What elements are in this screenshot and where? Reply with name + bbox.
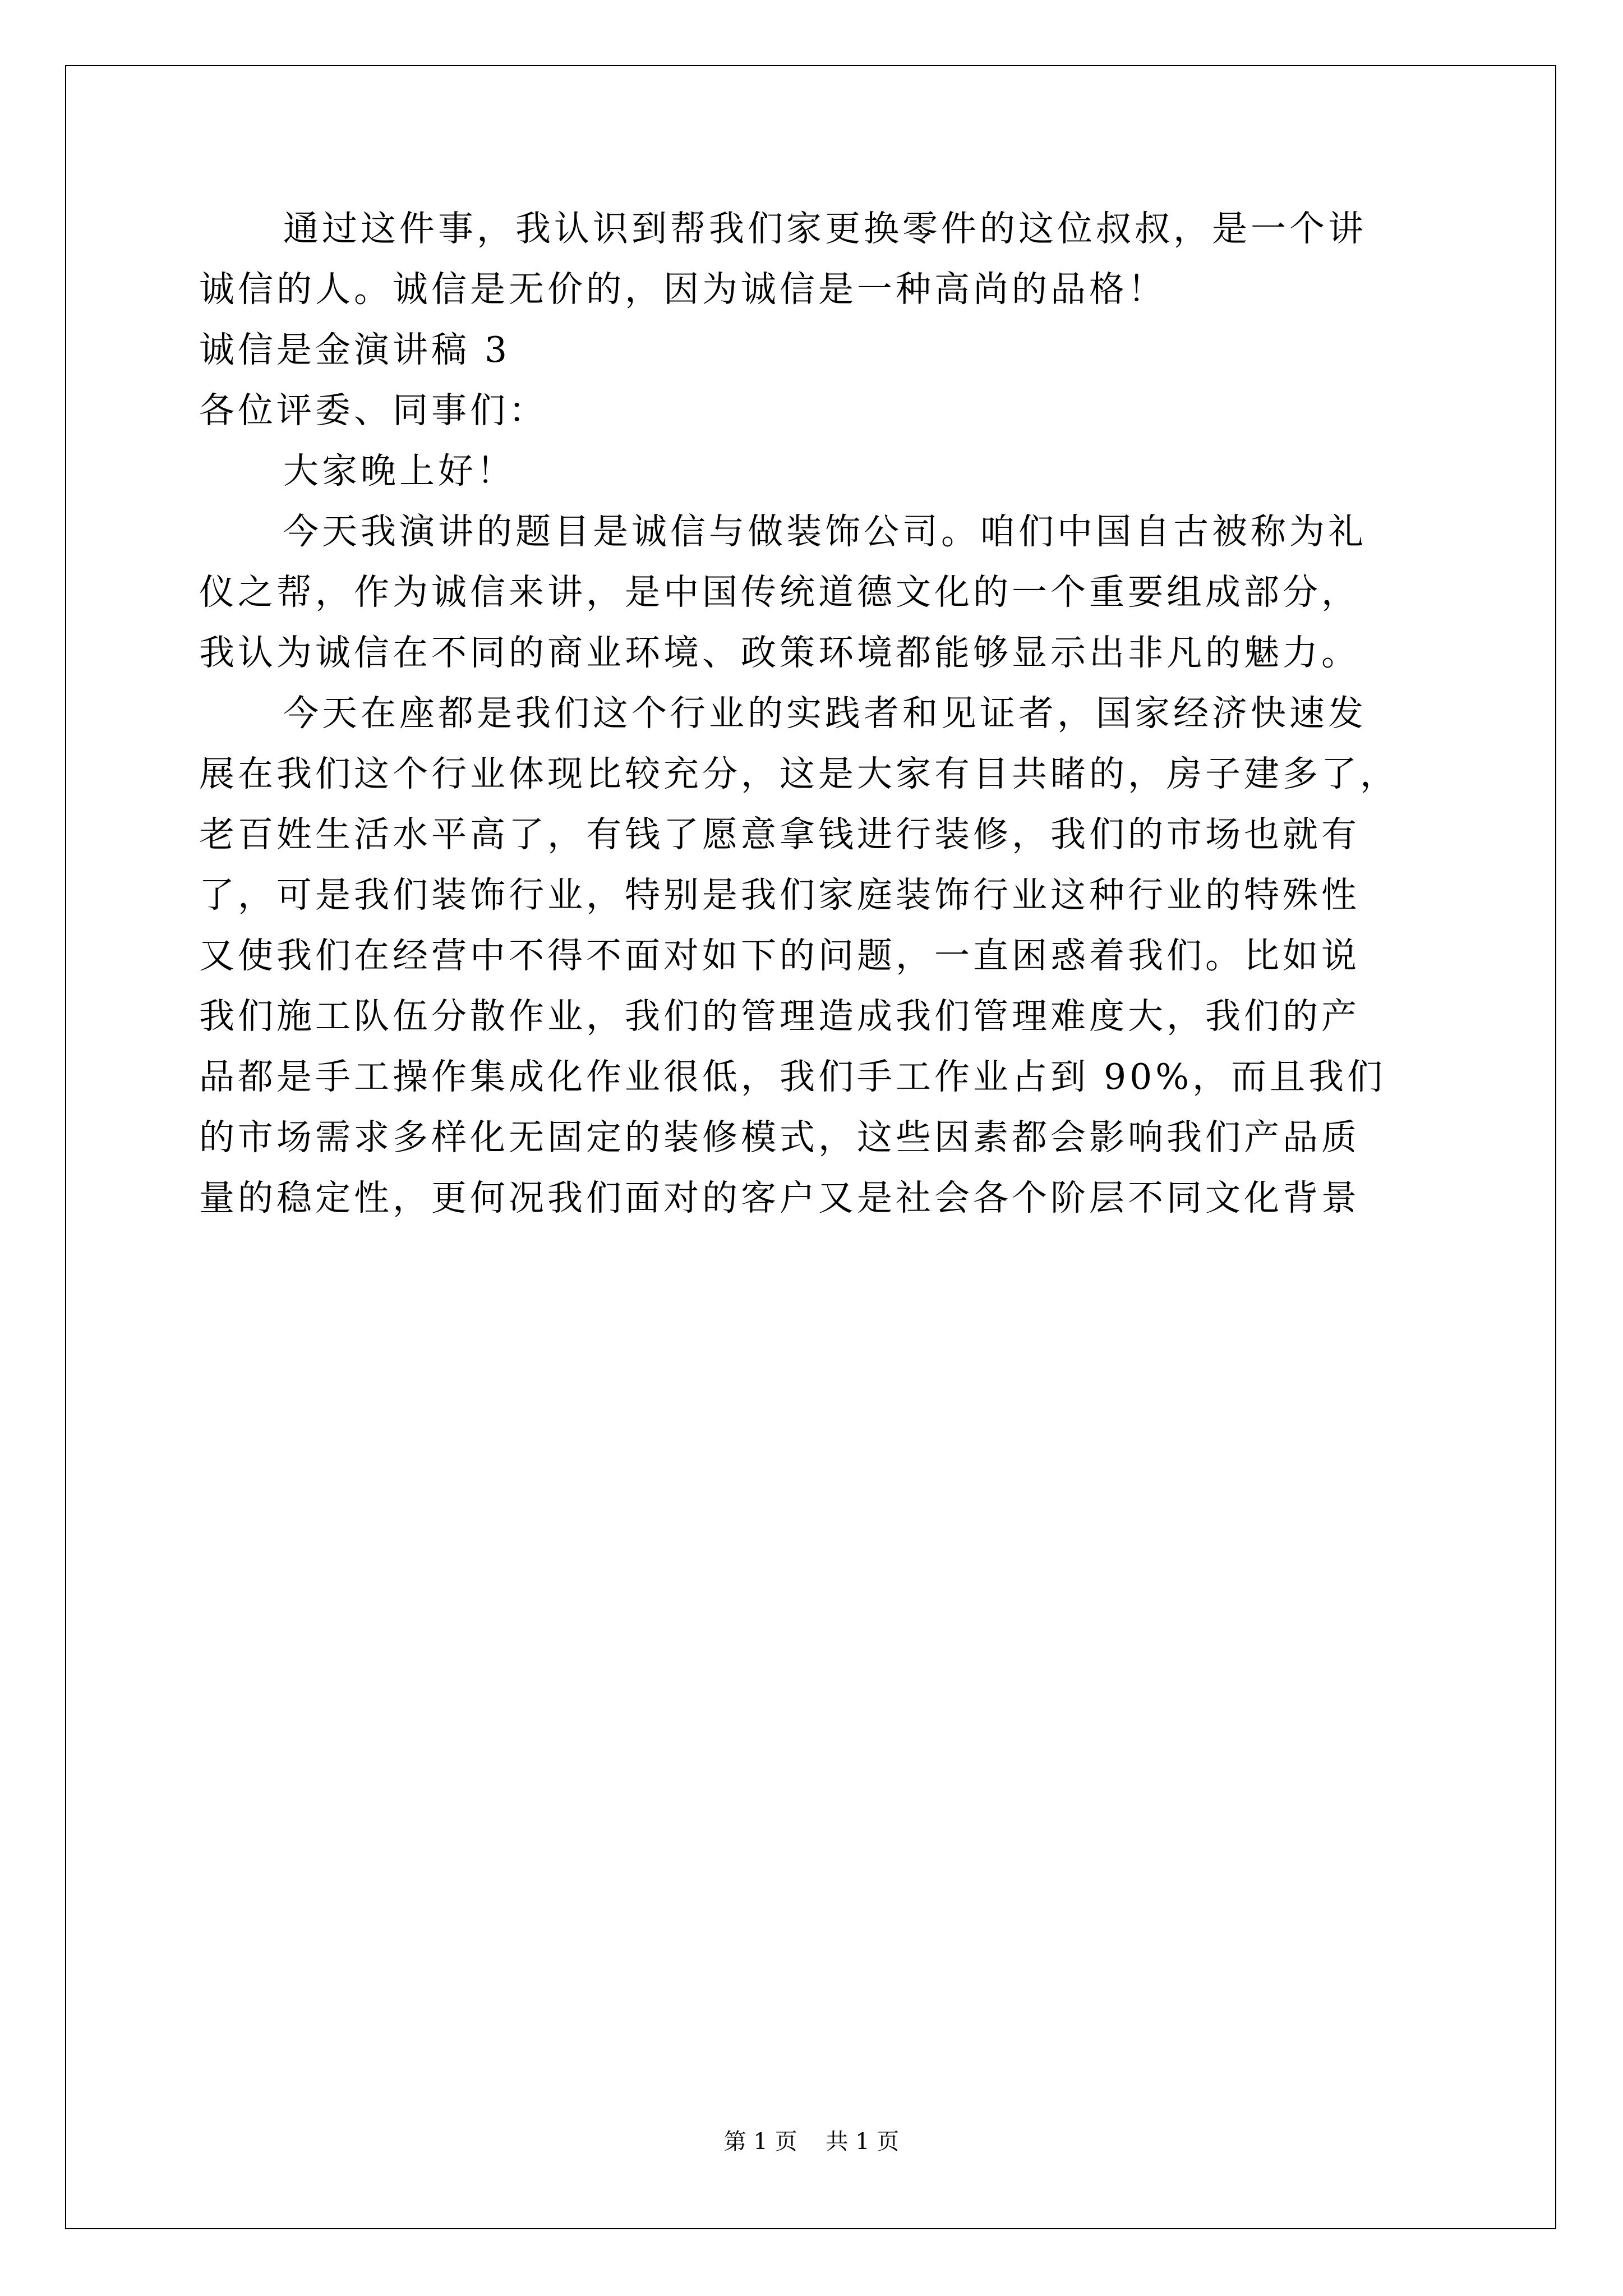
page-footer: 第 1 页 共 1 页 bbox=[723, 2129, 900, 2155]
text-line: 通过这件事，我认识到帮我们家更换零件的这位叔叔，是一个讲 bbox=[283, 208, 1367, 249]
text-line: 了，可是我们装饰行业，特别是我们家庭装饰行业这种行业的特殊性 bbox=[199, 875, 1360, 915]
salutation: 各位评委、同事们： bbox=[199, 390, 547, 431]
section-heading: 诚信是金演讲稿 3 bbox=[199, 329, 511, 370]
text-line: 量的稳定性，更何况我们面对的客户又是社会各个阶层不同文化背景 bbox=[199, 1177, 1360, 1218]
text-line: 诚信的人。诚信是无价的，因为诚信是一种高尚的品格！ bbox=[199, 269, 1166, 310]
greeting: 大家晚上好！ bbox=[283, 450, 515, 491]
text-line: 老百姓生活水平高了，有钱了愿意拿钱进行装修，我们的市场也就有 bbox=[199, 814, 1360, 855]
text-line: 我认为诚信在不同的商业环境、政策环境都能够显示出非凡的魅力。 bbox=[199, 632, 1360, 673]
text-line: 的市场需求多样化无固定的装修模式，这些因素都会影响我们产品质 bbox=[199, 1117, 1360, 1158]
document-body bbox=[199, 199, 1422, 1228]
text-line: 今天在座都是我们这个行业的实践者和见证者，国家经济快速发 bbox=[283, 693, 1367, 734]
text-line: 今天我演讲的题目是诚信与做装饰公司。咱们中国自古被称为礼 bbox=[283, 511, 1367, 552]
text-line: 仪之帮，作为诚信来讲，是中国传统道德文化的一个重要组成部分， bbox=[199, 572, 1360, 613]
text-line: 品都是手工操作集成化作业很低，我们手工作业占到 90%，而且我们 bbox=[199, 1056, 1386, 1097]
text-line: 我们施工队伍分散作业，我们的管理造成我们管理难度大，我们的产 bbox=[199, 996, 1360, 1037]
text-line: 又使我们在经营中不得不面对如下的问题，一直困惑着我们。比如说 bbox=[199, 935, 1360, 976]
text-line: 展在我们这个行业体现比较充分，这是大家有目共睹的，房子建多了， bbox=[199, 753, 1399, 794]
